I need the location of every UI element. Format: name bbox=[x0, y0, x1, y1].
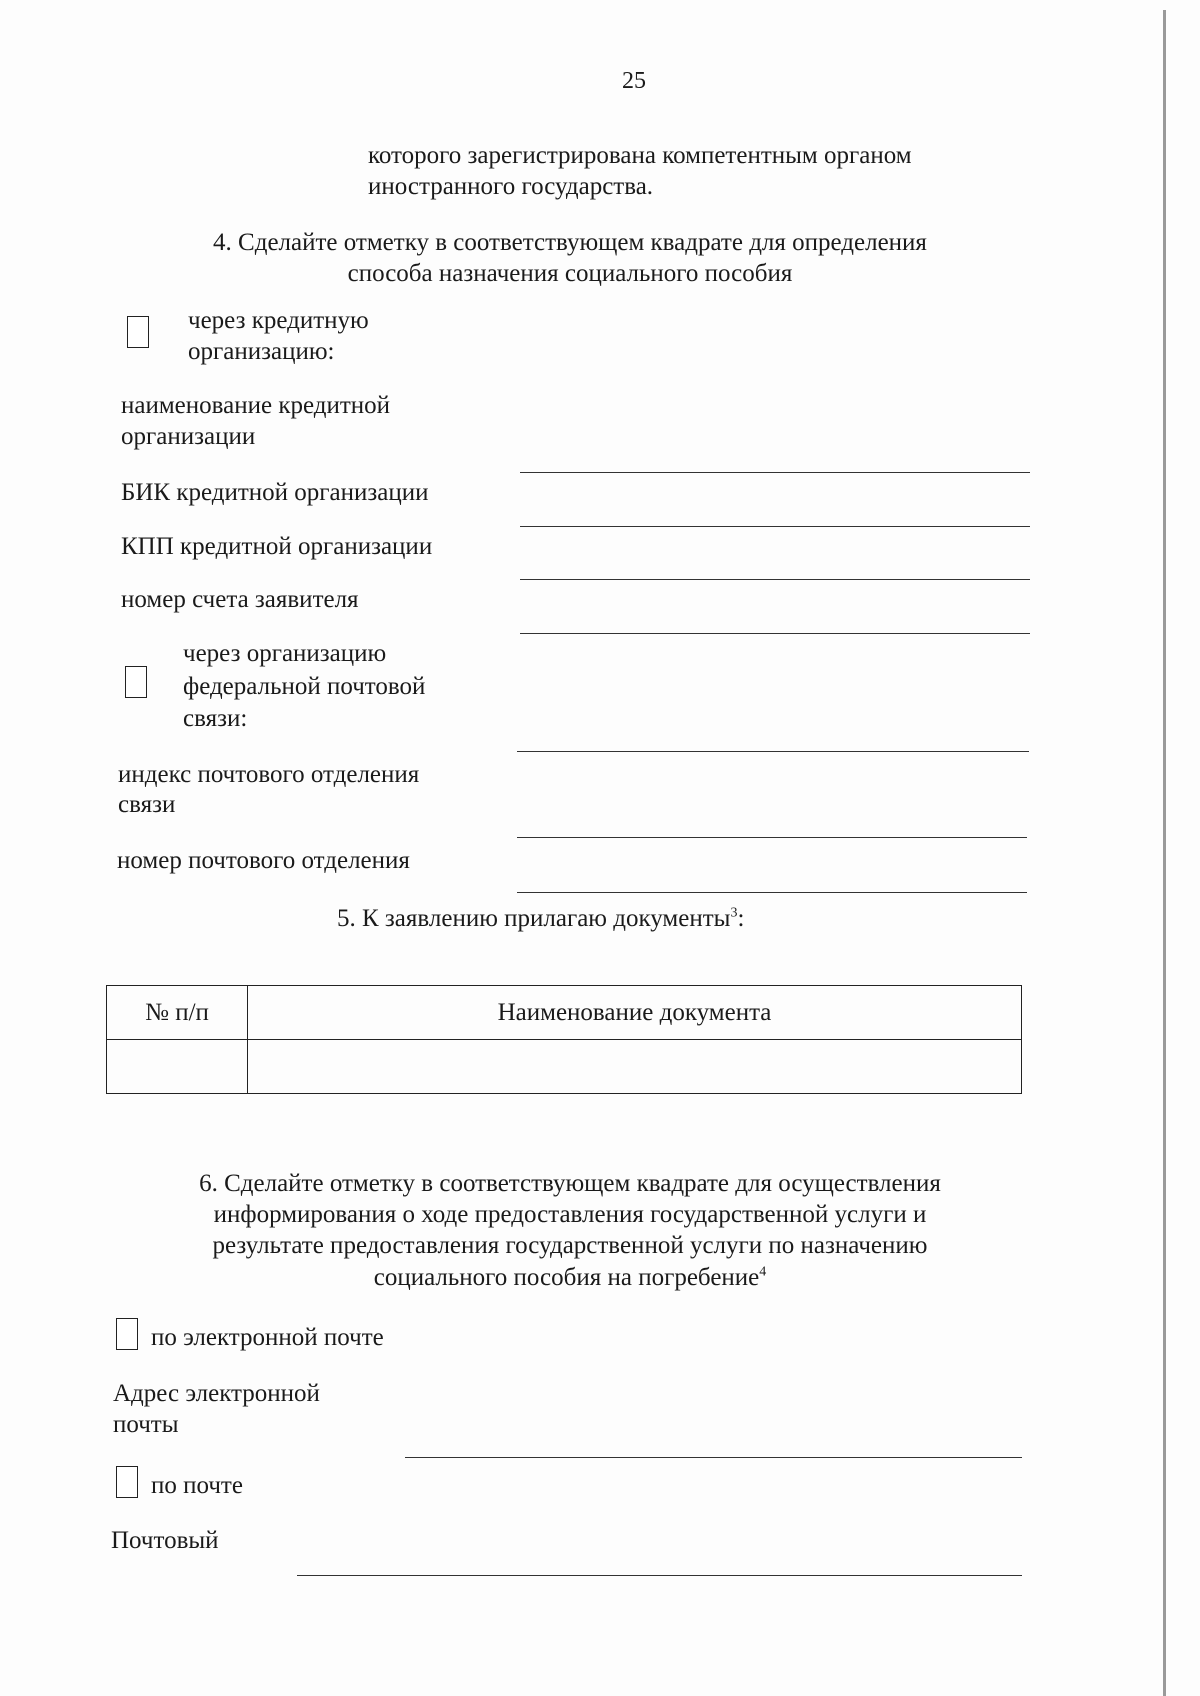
post-index-field[interactable] bbox=[517, 837, 1027, 838]
post-index-label-line-1: индекс почтового отделения bbox=[118, 761, 420, 788]
account-number-field[interactable] bbox=[520, 633, 1030, 634]
bank-name-label-line-2: организации bbox=[121, 423, 256, 450]
table-row bbox=[107, 1040, 1022, 1094]
mail-option-label: по почте bbox=[151, 1472, 243, 1499]
bank-kpp-label: КПП кредитной организации bbox=[121, 533, 433, 560]
section6-title-line-4 bbox=[120, 1262, 1020, 1293]
table-cell-number[interactable] bbox=[107, 1040, 248, 1094]
post-option-label-line-1: через организацию bbox=[183, 640, 387, 667]
email-address-label-line-1: Адрес электронной bbox=[113, 1380, 320, 1407]
intro-line-2: иностранного государства. bbox=[368, 173, 654, 200]
intro-line-1: которого зарегистрирована компетентным органом bbox=[368, 142, 912, 169]
bank-option-label-line-1: через кредитную bbox=[188, 307, 369, 334]
post-option-label-line-2: федеральной почтовой bbox=[183, 673, 426, 700]
mail-option-checkbox[interactable] bbox=[116, 1466, 138, 1498]
table-cell-document-name[interactable] bbox=[248, 1040, 1022, 1094]
section6-title-line-3: результате предоставления государственной услуги по назначению bbox=[212, 1232, 928, 1259]
post-index-label-line-2: связи bbox=[118, 791, 176, 818]
footnote-4: 4 bbox=[759, 1264, 767, 1280]
table-header-document-name: Наименование документа bbox=[248, 986, 1022, 1040]
postal-field[interactable] bbox=[297, 1575, 1022, 1576]
page-number: 25 bbox=[622, 68, 646, 94]
bank-bik-field[interactable] bbox=[520, 526, 1030, 527]
bank-kpp-field[interactable] bbox=[520, 579, 1030, 580]
bank-name-field[interactable] bbox=[520, 472, 1030, 473]
section5-title bbox=[337, 903, 744, 934]
section5-title-colon: : bbox=[737, 905, 745, 932]
bank-option-label-line-2: организацию: bbox=[188, 338, 335, 365]
post-office-number-label: номер почтового отделения bbox=[117, 847, 410, 874]
table-header-row bbox=[107, 986, 1022, 1040]
section4-title-line-1: 4. Сделайте отметку в соответствующем квадрате для определения bbox=[213, 229, 927, 256]
section6-title-line-2: информирования о ходе предоставления государственной услуги и bbox=[213, 1201, 927, 1228]
documents-table bbox=[106, 985, 1022, 1094]
post-option-checkbox[interactable] bbox=[125, 666, 147, 698]
account-number-label: номер счета заявителя bbox=[121, 586, 359, 613]
section6-title-line-4-text: социального пособия на погребение bbox=[373, 1264, 760, 1291]
bank-name-label-line-1: наименование кредитной bbox=[121, 392, 391, 419]
table-header-number: № п/п bbox=[107, 986, 248, 1040]
scan-edge-line bbox=[1163, 10, 1166, 1696]
section5-title-text: 5. К заявлению прилагаю документы bbox=[337, 905, 731, 932]
bank-bik-label: БИК кредитной организации bbox=[121, 479, 429, 506]
section6-title-line-1: 6. Сделайте отметку в соответствующем квадрате для осуществления bbox=[199, 1170, 941, 1197]
post-option-field[interactable] bbox=[517, 751, 1029, 752]
postal-label: Почтовый bbox=[111, 1527, 219, 1554]
email-option-label: по электронной почте bbox=[151, 1324, 384, 1351]
bank-option-checkbox[interactable] bbox=[127, 316, 149, 348]
footnote-3: 3 bbox=[730, 905, 738, 921]
post-option-label-line-3: связи: bbox=[183, 705, 248, 732]
section4-title-line-2: способа назначения социального пособия bbox=[347, 260, 793, 287]
post-office-number-field[interactable] bbox=[517, 892, 1027, 893]
email-option-checkbox[interactable] bbox=[116, 1318, 138, 1350]
email-address-label-line-2: почты bbox=[113, 1411, 179, 1438]
email-address-field[interactable] bbox=[405, 1457, 1022, 1458]
